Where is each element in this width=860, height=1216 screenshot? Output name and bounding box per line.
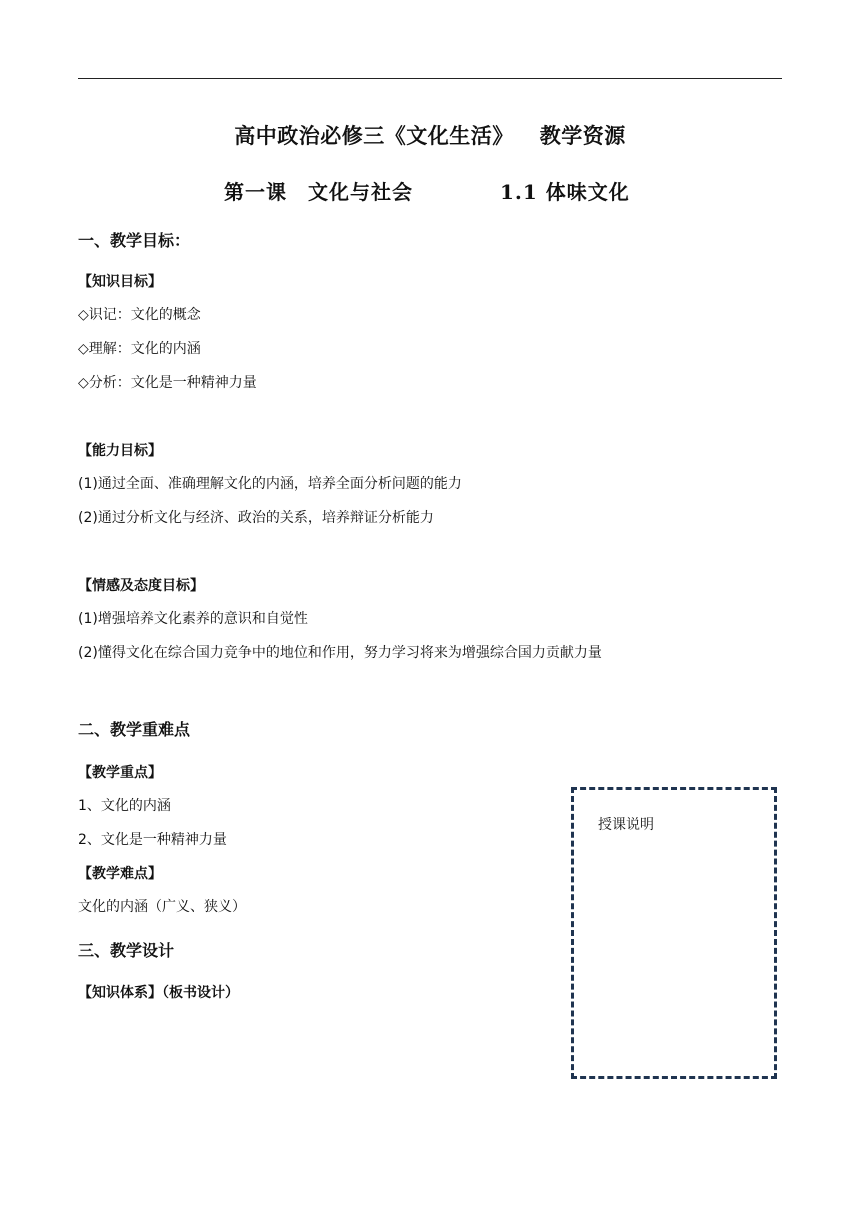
note-box-label: 授课说明 xyxy=(598,817,654,833)
ability-item: (2)通过分析文化与经济、政治的关系，培养辩证分析能力 xyxy=(78,510,434,526)
ability-label: 【能力目标】 xyxy=(78,443,162,459)
section-name: 1.1 体味文化 xyxy=(500,180,630,204)
difficulty-label: 【教学难点】 xyxy=(78,866,162,882)
knowledge-system-label: 【知识体系】（板书设计） xyxy=(78,985,239,1001)
knowledge-item: ◇分析：文化是一种精神力量 xyxy=(78,375,257,391)
focus-item: 1、文化的内涵 xyxy=(78,798,171,814)
top-rule xyxy=(78,78,782,79)
title-main: 高中政治必修三《文化生活》 xyxy=(234,124,514,148)
teaching-note-box xyxy=(571,787,777,1079)
knowledge-item: ◇理解：文化的内涵 xyxy=(78,341,201,357)
lesson-name: 第一课 文化与社会 xyxy=(224,180,413,204)
knowledge-item: ◇识记：文化的概念 xyxy=(78,307,201,323)
design-heading: 三、教学设计 xyxy=(78,941,175,960)
key-points-heading: 二、教学重难点 xyxy=(78,720,191,739)
emotion-item: (2)懂得文化在综合国力竞争中的地位和作用，努力学习将来为增强综合国力贡献力量 xyxy=(78,645,602,661)
ability-item: (1)通过全面、准确理解文化的内涵，培养全面分析问题的能力 xyxy=(78,476,462,492)
objectives-heading: 一、教学目标： xyxy=(78,231,191,250)
focus-item: 2、文化是一种精神力量 xyxy=(78,832,227,848)
lesson-subtitle xyxy=(0,176,860,204)
knowledge-label: 【知识目标】 xyxy=(78,274,162,290)
emotion-item: (1)增强培养文化素养的意识和自觉性 xyxy=(78,611,308,627)
emotion-label: 【情感及态度目标】 xyxy=(78,578,204,594)
focus-label: 【教学重点】 xyxy=(78,765,162,781)
title-suffix: 教学资源 xyxy=(539,124,626,148)
document-title xyxy=(0,120,860,150)
difficulty-item: 文化的内涵（广义、狭义） xyxy=(78,899,246,915)
